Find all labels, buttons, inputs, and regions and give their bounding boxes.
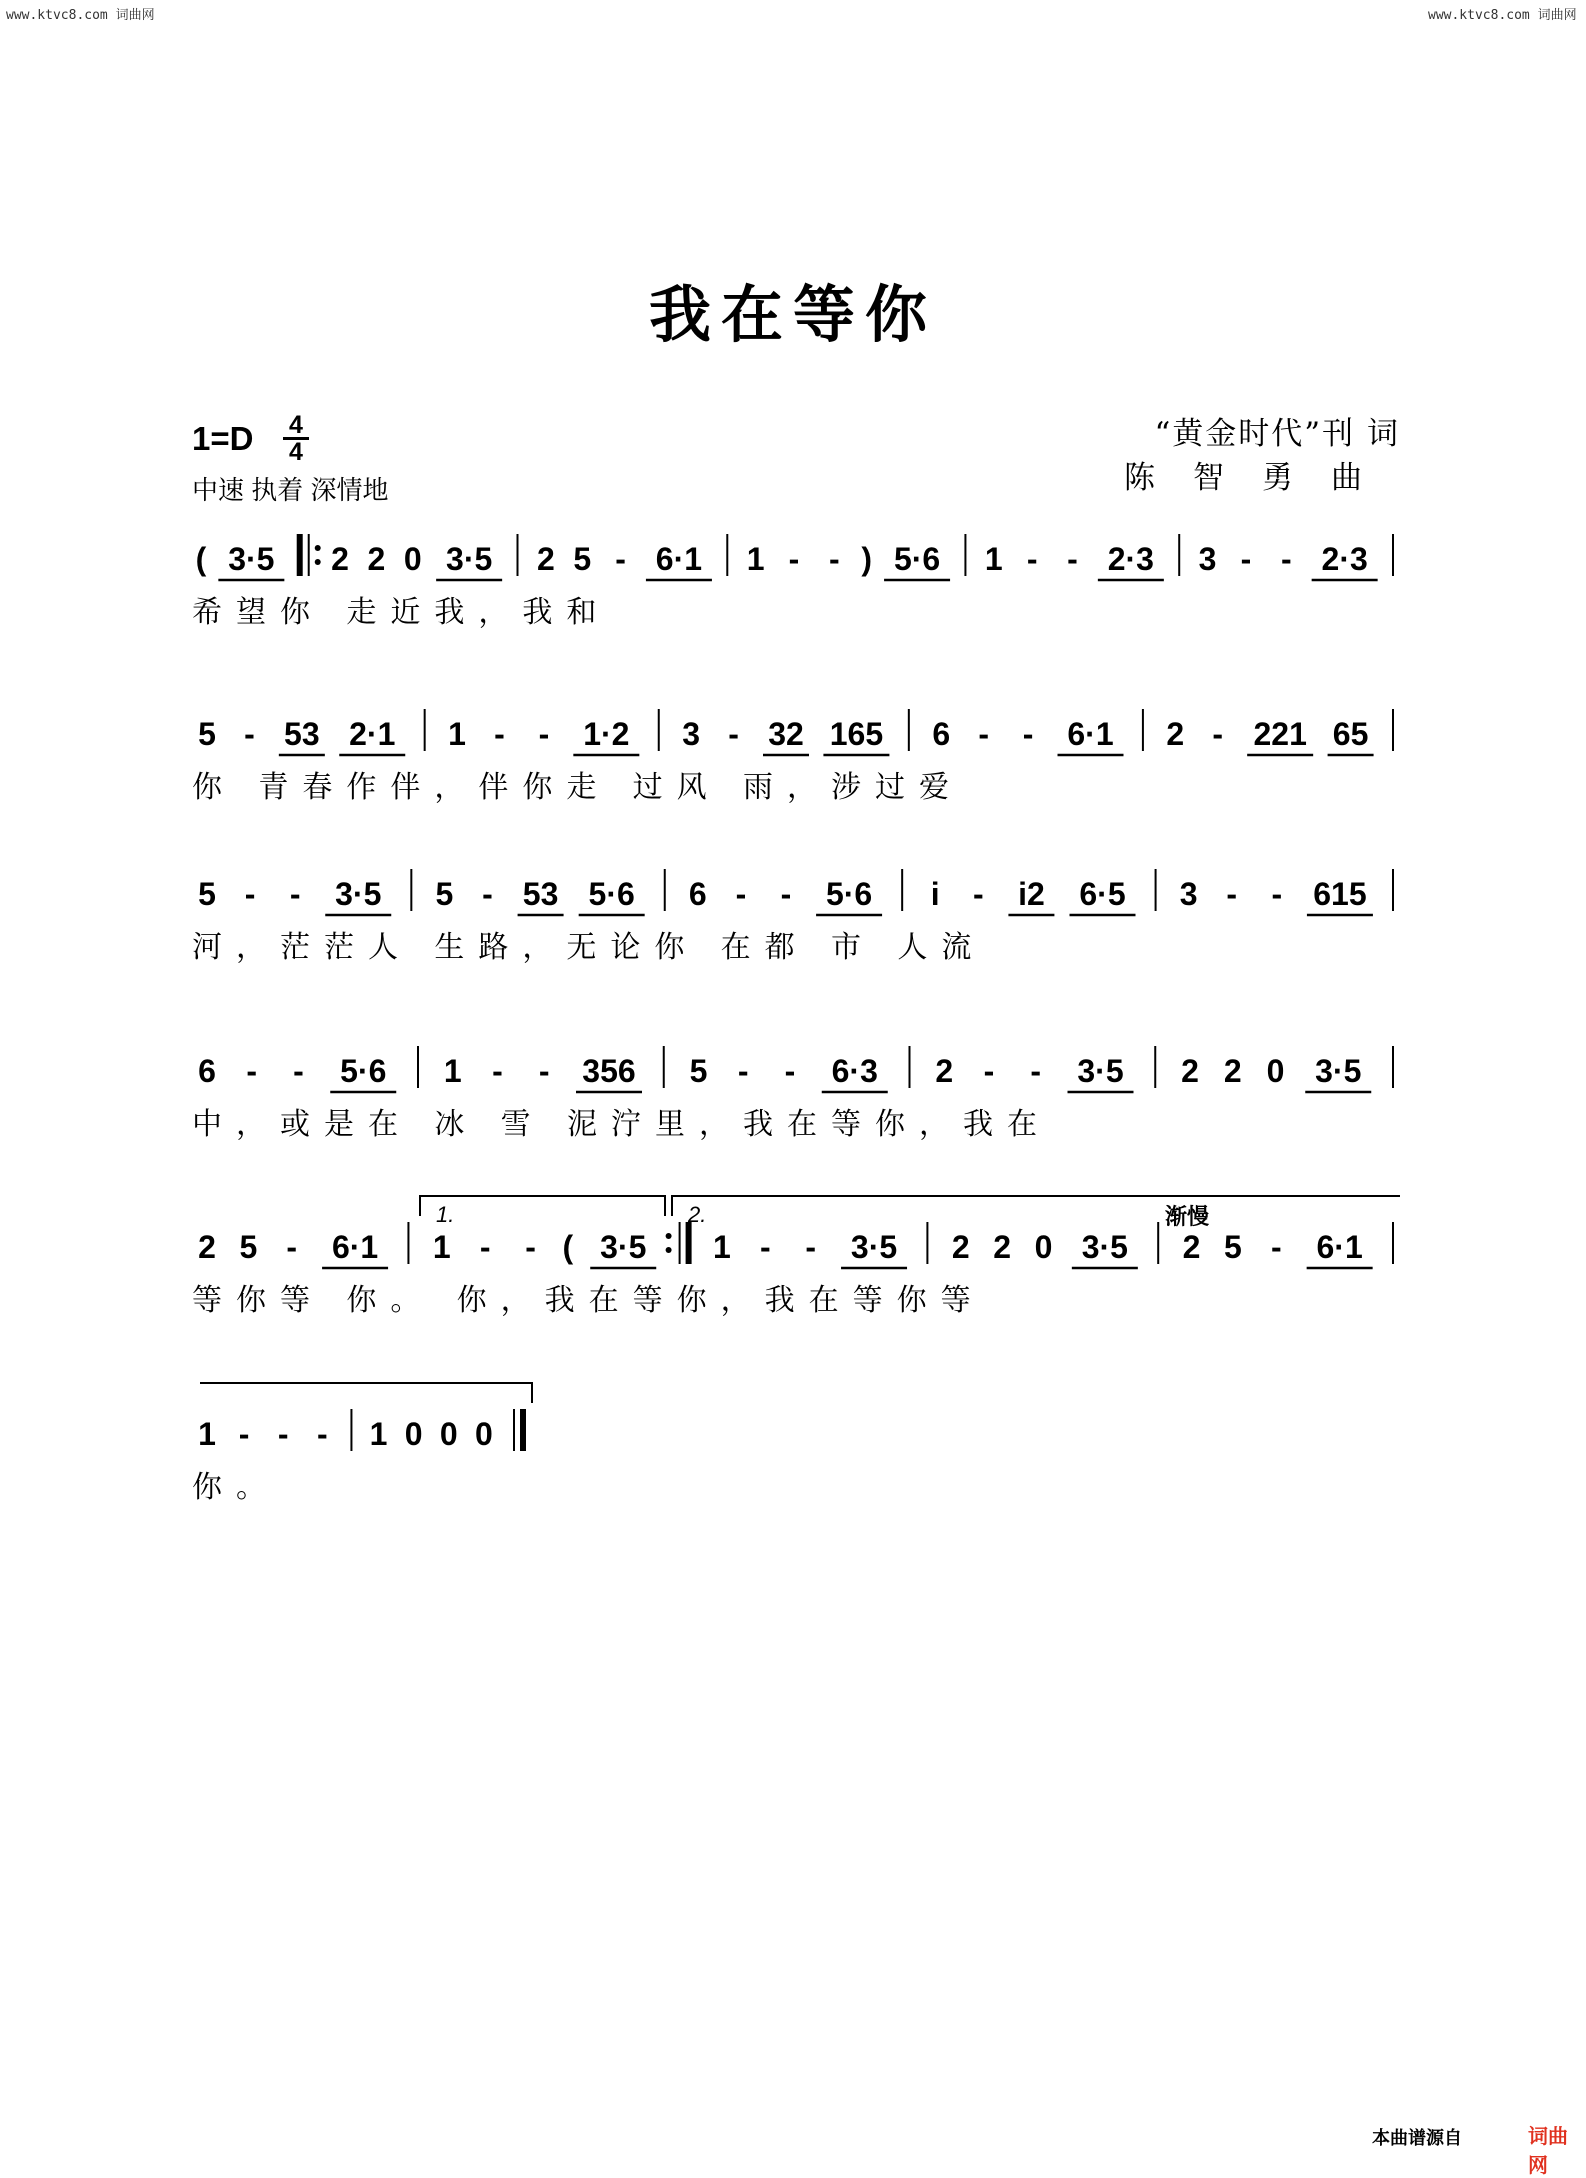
song-title: 我在等你 bbox=[648, 278, 937, 351]
note: 3·5 bbox=[1081, 1229, 1128, 1265]
note: 2 bbox=[1182, 1229, 1201, 1265]
note: 1 bbox=[448, 716, 466, 752]
dash-mark: - bbox=[737, 1053, 749, 1089]
note: i2 bbox=[1018, 876, 1045, 912]
note: 6 bbox=[932, 716, 951, 752]
dash-mark: - bbox=[244, 876, 256, 912]
dash-mark: - bbox=[479, 1229, 491, 1265]
dash-mark: - bbox=[759, 1229, 771, 1265]
note: 3 bbox=[1198, 541, 1217, 577]
note: 2 bbox=[367, 541, 386, 577]
note: 0 bbox=[404, 1416, 423, 1452]
note: 3·5 bbox=[850, 1229, 898, 1265]
dash-mark: - bbox=[1240, 541, 1252, 577]
dash-mark: - bbox=[238, 1416, 250, 1452]
note: 3 bbox=[1179, 876, 1198, 912]
note: 1 bbox=[443, 1053, 462, 1089]
note: 0 bbox=[474, 1416, 493, 1452]
note: i bbox=[930, 876, 940, 912]
dash-mark: - bbox=[246, 1053, 258, 1089]
note: 6·5 bbox=[1079, 876, 1126, 912]
note: 356 bbox=[582, 1053, 636, 1089]
note: 3·5 bbox=[446, 541, 493, 577]
final-volta-line bbox=[200, 1383, 532, 1403]
note: 2 bbox=[1223, 1053, 1242, 1089]
note: 6·1 bbox=[1067, 716, 1114, 752]
note: 1 bbox=[713, 1229, 731, 1265]
dash-mark: - bbox=[538, 716, 550, 752]
dash-mark: - bbox=[780, 876, 792, 912]
dash-mark: - bbox=[538, 1053, 550, 1089]
note: 2·1 bbox=[349, 716, 396, 752]
note: 6·3 bbox=[831, 1053, 878, 1089]
dash-mark: - bbox=[1270, 1229, 1282, 1265]
note: 6 bbox=[688, 876, 707, 912]
dash-mark: - bbox=[244, 716, 255, 752]
note: 5 bbox=[573, 541, 592, 577]
dash-mark: - bbox=[829, 541, 840, 577]
note: 53 bbox=[522, 876, 559, 912]
dash-mark: - bbox=[805, 1229, 817, 1265]
note: 0 bbox=[403, 541, 422, 577]
note: 165 bbox=[829, 716, 884, 752]
note: 3·5 bbox=[600, 1229, 647, 1265]
watermark-left: www.ktvc8.com 词曲网 bbox=[6, 8, 155, 23]
note: 6·1 bbox=[655, 541, 703, 577]
volta-second bbox=[672, 1196, 1400, 1216]
note: 1 bbox=[369, 1416, 388, 1452]
note: 3·5 bbox=[1315, 1053, 1362, 1089]
footer-source: 本曲谱源自 bbox=[1372, 2128, 1462, 2148]
dash-mark: - bbox=[615, 541, 626, 577]
dash-mark: - bbox=[1271, 876, 1283, 912]
note: 1 bbox=[984, 541, 1003, 577]
dash-mark: - bbox=[494, 716, 505, 752]
dash-mark: - bbox=[277, 1416, 289, 1452]
note: 2 bbox=[993, 1229, 1012, 1265]
dash-mark: - bbox=[978, 716, 989, 752]
note: 615 bbox=[1313, 876, 1367, 912]
footer-logo: 词曲网 bbox=[1528, 2126, 1568, 2177]
dash-mark: - bbox=[482, 876, 493, 912]
note: 2 bbox=[951, 1229, 970, 1265]
note: ) bbox=[861, 541, 873, 577]
note: 3 bbox=[682, 716, 701, 752]
note: 53 bbox=[284, 716, 320, 752]
dash-mark: - bbox=[784, 1053, 796, 1089]
note: 5 bbox=[1224, 1229, 1242, 1265]
note: 0 bbox=[1266, 1053, 1285, 1089]
volta-second-label: 2. bbox=[688, 1202, 707, 1227]
lyricist-credit: “黄金时代”刊 词 bbox=[1154, 416, 1400, 452]
note: 2 bbox=[1166, 716, 1185, 752]
dash-mark: - bbox=[286, 1229, 298, 1265]
key-signature: 1=D bbox=[192, 420, 254, 457]
dash-mark: - bbox=[728, 716, 739, 752]
note: 1 bbox=[198, 1416, 216, 1452]
lyric-line: 等你等 你。 你，我在等你，我在等你等 bbox=[192, 1284, 985, 1317]
lyric-line: 中，或是在 冰 雪 泥泞里，我在等你，我在 bbox=[192, 1108, 1052, 1141]
repeat-dot bbox=[666, 1233, 672, 1239]
dash-mark: - bbox=[289, 876, 301, 912]
note: ( bbox=[562, 1229, 574, 1265]
repeat-dot bbox=[315, 545, 321, 551]
lyric-line: 希望你 走近我，我和 bbox=[192, 596, 611, 629]
note: 2 bbox=[1181, 1053, 1199, 1089]
tempo-marking: 中速 执着 深情地 bbox=[192, 475, 389, 505]
dash-mark: - bbox=[983, 1053, 995, 1089]
watermark-right: www.ktvc8.com 词曲网 bbox=[1428, 8, 1577, 23]
note: 5·6 bbox=[825, 876, 873, 912]
lyric-line: 你 青春作伴，伴你走 过风 雨，涉过爱 bbox=[192, 771, 964, 804]
repeat-dot bbox=[666, 1247, 672, 1253]
dash-mark: - bbox=[293, 1053, 304, 1089]
note: 1 bbox=[746, 541, 765, 577]
composer-credit: 陈智勇曲 bbox=[1124, 460, 1400, 496]
note: 5 bbox=[239, 1229, 258, 1265]
note: 2·3 bbox=[1107, 541, 1154, 577]
note: 5·6 bbox=[893, 541, 941, 577]
note: ( bbox=[195, 541, 207, 577]
note: 5 bbox=[198, 876, 216, 912]
note: 5·6 bbox=[588, 876, 635, 912]
dash-mark: - bbox=[1212, 716, 1224, 752]
dash-mark: - bbox=[1030, 1053, 1042, 1089]
note: 2 bbox=[935, 1053, 954, 1089]
dash-mark: - bbox=[788, 541, 800, 577]
note: 5 bbox=[689, 1053, 708, 1089]
dash-mark: - bbox=[1280, 541, 1292, 577]
note: 2 bbox=[331, 541, 349, 577]
note: 6 bbox=[198, 1053, 216, 1089]
time-signature-top: 4 bbox=[289, 411, 303, 439]
note: 65 bbox=[1332, 716, 1369, 752]
dash-mark: - bbox=[492, 1053, 503, 1089]
note: 0 bbox=[1034, 1229, 1053, 1265]
dash-mark: - bbox=[525, 1229, 536, 1265]
volta-first-label: 1. bbox=[436, 1202, 455, 1227]
expression-mark: 渐慢 bbox=[1165, 1204, 1210, 1229]
note: 3·5 bbox=[1077, 1053, 1124, 1089]
volta-first bbox=[420, 1196, 665, 1216]
dash-mark: - bbox=[317, 1416, 328, 1452]
lyric-line: 你。 bbox=[192, 1471, 280, 1504]
note: 1 bbox=[432, 1229, 451, 1265]
note: 3·5 bbox=[335, 876, 382, 912]
note: 2 bbox=[198, 1229, 216, 1265]
dash-mark: - bbox=[1026, 541, 1038, 577]
note: 2·3 bbox=[1321, 541, 1368, 577]
note: 0 bbox=[439, 1416, 458, 1452]
dash-mark: - bbox=[1067, 541, 1078, 577]
note: 5 bbox=[198, 716, 216, 752]
dash-mark: - bbox=[973, 876, 984, 912]
note: 5 bbox=[435, 876, 454, 912]
note: 6·1 bbox=[1316, 1229, 1363, 1265]
note: 2 bbox=[536, 541, 555, 577]
lyric-line: 河，茫茫人 生路，无论你 在都 市 人流 bbox=[192, 931, 986, 964]
note: 32 bbox=[768, 716, 804, 752]
note: 1·2 bbox=[583, 716, 630, 752]
dash-mark: - bbox=[735, 876, 747, 912]
time-signature-bottom: 4 bbox=[289, 438, 303, 466]
dash-mark: - bbox=[1022, 716, 1034, 752]
note: 5·6 bbox=[340, 1053, 387, 1089]
note: 6·1 bbox=[331, 1229, 379, 1265]
note: 221 bbox=[1253, 716, 1307, 752]
dash-mark: - bbox=[1226, 876, 1238, 912]
note: 3·5 bbox=[228, 541, 275, 577]
repeat-dot bbox=[315, 559, 321, 565]
